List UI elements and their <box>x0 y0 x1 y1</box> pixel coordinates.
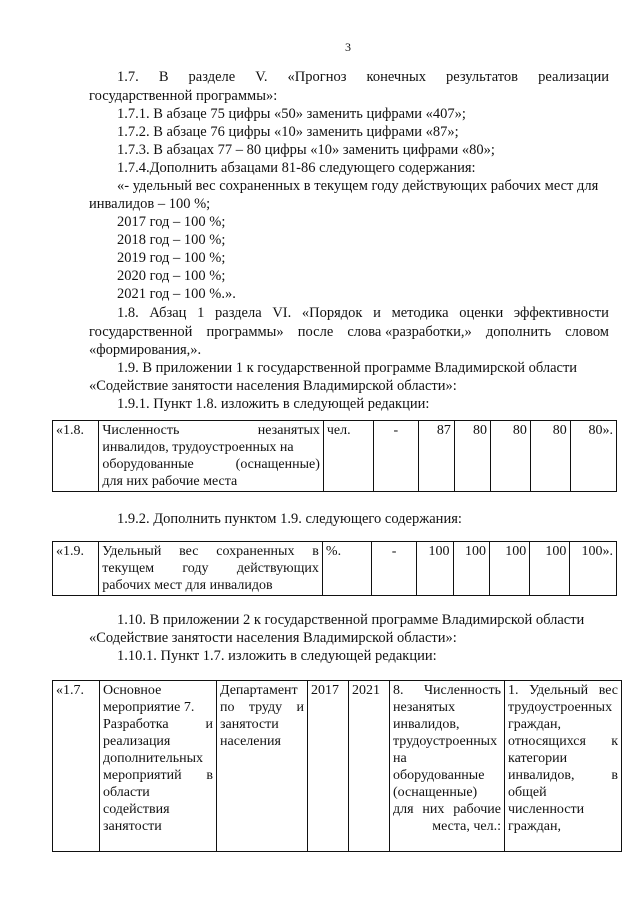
word: в <box>206 768 213 783</box>
cell-result <box>505 681 622 852</box>
word: относящихся <box>508 734 586 749</box>
para-1-9-line2: «Содействие занятости населения Владимирской области»: <box>89 378 457 394</box>
cell-line: трудоустроенных <box>508 700 613 715</box>
cell-value: 100 <box>530 542 570 596</box>
word: Абзац <box>149 305 187 321</box>
year-2019: 2019 год – 100 %; <box>117 250 226 266</box>
word: для <box>393 802 414 817</box>
table-indicator-1-9 <box>52 541 617 596</box>
cell-value: 100 <box>489 542 529 596</box>
cell-base: - <box>372 542 417 596</box>
cell-value: 80». <box>570 421 616 492</box>
word: Разработка <box>103 717 169 732</box>
cell-line: инвалидов, <box>393 717 460 732</box>
cell-num: «1.8. <box>53 421 99 492</box>
word: после <box>297 324 334 340</box>
cell-line: занятости <box>220 717 279 732</box>
cell-line: численности <box>508 802 585 817</box>
word: реализации <box>538 69 609 85</box>
para-1-7-2: 1.7.2. В абзаце 76 цифры «10» заменить цифрами «87»; <box>117 124 459 140</box>
para-1-9-1: 1.9.1. Пункт 1.8. изложить в следующей редакции: <box>117 396 430 412</box>
year-2017: 2017 год – 100 %; <box>117 214 226 230</box>
word: и <box>296 700 304 715</box>
para-1-10-line2: «Содействие занятости населения Владимирской области»: <box>89 630 457 646</box>
cell-start-year: 2017 <box>308 681 349 852</box>
word: 1 <box>197 305 205 321</box>
year-2020: 2020 год – 100 %; <box>117 268 226 284</box>
cell-executor <box>217 681 308 852</box>
word: Удельный <box>529 683 589 698</box>
word: оценки <box>459 305 504 321</box>
para-1-8-line1 <box>117 304 609 322</box>
cell-unit: %. <box>322 542 371 596</box>
cell-name <box>99 542 323 596</box>
word: и <box>205 717 213 732</box>
word: оборудованные <box>102 457 194 472</box>
word: сохраненных <box>216 544 295 559</box>
cell-unit: чел. <box>323 421 373 492</box>
cell-value: 100 <box>453 542 489 596</box>
word: Удельный <box>102 544 162 559</box>
cell-event <box>100 681 217 852</box>
word: к <box>611 734 618 749</box>
cell-base: - <box>373 421 418 492</box>
cell-line: области <box>103 785 150 800</box>
word: году <box>182 561 209 576</box>
word: эффективности <box>513 305 609 321</box>
word: в <box>611 768 618 783</box>
table-row <box>53 681 622 852</box>
word: VI. <box>272 305 292 321</box>
para-1-10-1: 1.10.1. Пункт 1.7. изложить в следующей редакции: <box>117 648 437 664</box>
cell-value: 87 <box>418 421 454 492</box>
para-1-9-line1: 1.9. В приложении 1 к государственной программе Владимирской области <box>117 360 578 376</box>
cell-value: 80 <box>454 421 490 492</box>
cell-line: для них рабочие места <box>102 474 238 489</box>
word: государственной <box>89 324 193 340</box>
word: раздела <box>215 305 262 321</box>
cell-num: «1.7. <box>53 681 100 852</box>
cell-line: (оснащенные) <box>393 785 478 800</box>
para-1-10-line1: 1.10. В приложении 2 к государственной программе Владимирской области <box>117 612 585 628</box>
word: текущем <box>102 561 155 576</box>
word: Численность <box>423 683 501 698</box>
cell-line: Департамент <box>220 683 298 698</box>
word: дополнить <box>485 324 552 340</box>
word: 1. <box>508 683 519 698</box>
cell-line: содействия <box>103 802 170 817</box>
cell-line: граждан, <box>508 819 561 834</box>
para-1-7-4: 1.7.4.Дополнить абзацами 81-86 следующего содержания: <box>117 160 476 176</box>
cell-line: дополнительных <box>103 751 204 766</box>
word: «Порядок <box>301 305 363 321</box>
word: 1.8. <box>117 305 139 321</box>
word: конечных <box>366 69 426 85</box>
cell-name <box>99 421 324 492</box>
word: словом <box>565 324 609 340</box>
para-1-8-line3: «формирования,». <box>89 342 202 358</box>
para-1-7-1: 1.7.1. В абзаце 75 цифры «50» заменить цифрами «407»; <box>117 106 466 122</box>
cell-line: реализация <box>103 734 171 749</box>
word: вес <box>598 683 618 698</box>
word: мероприятий <box>103 768 182 783</box>
cell-line: места, чел.: <box>432 819 501 834</box>
table-row <box>53 421 617 492</box>
word: незанятых <box>257 423 320 438</box>
cell-line: Основное <box>103 683 162 698</box>
year-2021: 2021 год – 100 %.». <box>117 286 236 302</box>
word: инвалидов, <box>508 768 575 783</box>
word: 1.7. <box>117 69 139 85</box>
cell-value: 100 <box>417 542 453 596</box>
para-1-8-line2 <box>89 323 609 341</box>
word: результатов <box>446 69 519 85</box>
table-row <box>53 542 617 596</box>
cell-line: инвалидов, трудоустроенных на <box>102 440 294 455</box>
para-1-7-3: 1.7.3. В абзацах 77 – 80 цифры «10» заменить цифрами «80»; <box>117 142 495 158</box>
quote-line2: инвалидов – 100 %; <box>89 196 211 212</box>
word: Численность <box>102 423 180 438</box>
word: 8. <box>393 683 404 698</box>
cell-line: общей <box>508 785 547 800</box>
para-1-7-line2: государственной программы»: <box>89 88 278 104</box>
quote-line1: «- удельный вес сохраненных в текущем году действующих рабочих мест для <box>117 178 599 194</box>
para-1-7-line1 <box>117 68 609 86</box>
word: программы» <box>206 324 284 340</box>
page-number: 3 <box>345 40 351 54</box>
word: в <box>312 544 319 559</box>
cell-line: незанятых <box>393 700 456 715</box>
word: по <box>220 700 235 715</box>
word: действующих <box>236 561 319 576</box>
cell-line: трудоустроенных <box>393 734 498 749</box>
cell-value: 100». <box>570 542 617 596</box>
cell-line: оборудованные <box>393 768 485 783</box>
cell-line: граждан, <box>508 717 561 732</box>
word: вес <box>179 544 199 559</box>
cell-line: категории <box>508 751 568 766</box>
cell-indicator <box>390 681 505 852</box>
word: методика <box>391 305 449 321</box>
cell-line: на <box>393 751 407 766</box>
word: и <box>373 305 381 321</box>
table-indicator-1-8 <box>52 420 617 492</box>
word: «Прогноз <box>287 69 347 85</box>
word: V. <box>255 69 268 85</box>
cell-end-year: 2021 <box>349 681 390 852</box>
word: труду <box>248 700 283 715</box>
cell-line: занятости <box>103 819 162 834</box>
cell-value: 80 <box>530 421 570 492</box>
cell-value: 80 <box>491 421 531 492</box>
para-1-9-2: 1.9.2. Дополнить пунктом 1.9. следующего содержания: <box>117 511 462 527</box>
word: В <box>158 69 169 85</box>
word: (оснащенные) <box>235 457 320 472</box>
table-event-1-7 <box>52 680 622 852</box>
cell-line: населения <box>220 734 281 749</box>
cell-line: рабочих мест для инвалидов <box>102 578 273 593</box>
word: слова «разработки,» <box>347 324 472 340</box>
cell-line: мероприятие 7. <box>103 700 195 715</box>
year-2018: 2018 год – 100 %; <box>117 232 226 248</box>
word: них <box>422 802 445 817</box>
word: рабочие <box>453 802 501 817</box>
cell-num: «1.9. <box>53 542 99 596</box>
word: разделе <box>188 69 236 85</box>
